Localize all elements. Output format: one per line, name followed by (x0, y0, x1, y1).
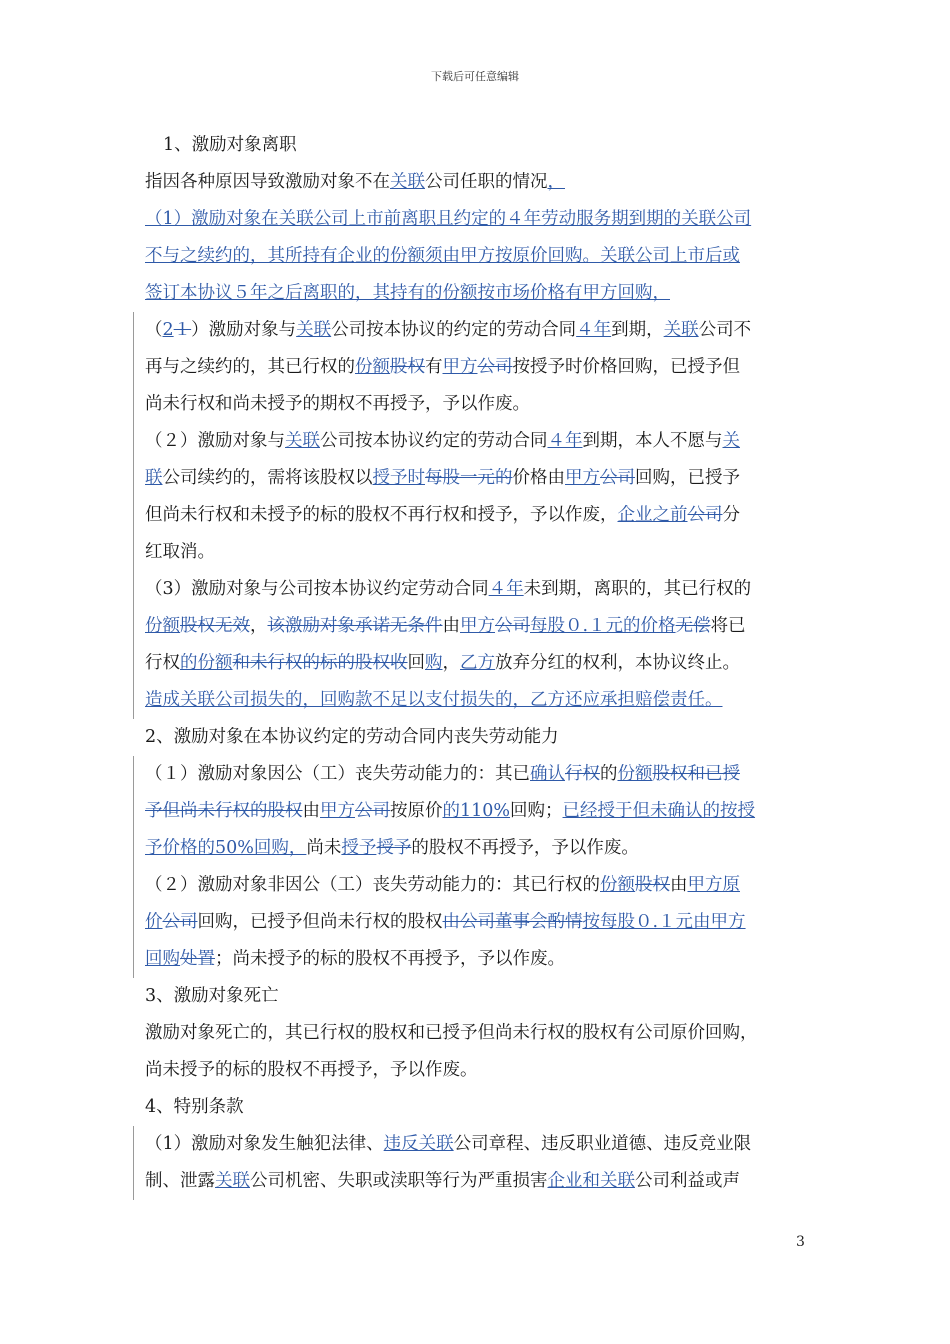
section-2-title: 2、激励对象在本协议约定的劳动合同内丧失劳动能力 (145, 727, 559, 747)
deleted-text: 予但尚未行权的股权 (145, 801, 303, 821)
deleted-text: 和未行权的标的股权收 (232, 653, 408, 673)
text: 激励对象死亡的，其已行权的股权和已授予但尚未行权的股权有公司原价回购， (145, 1023, 758, 1043)
text: ， (250, 616, 268, 636)
text: 制、泄露 (145, 1171, 215, 1191)
text: 由 (442, 616, 460, 636)
text: 尚未 (306, 838, 342, 858)
clause-2-2 (133, 867, 825, 978)
deleted-text: 股权 (390, 357, 425, 377)
inserted-text: 授予 (341, 838, 377, 858)
inserted-line: 造成关联公司损失的，回购款不足以支付损失的，乙方还应承担赔偿责任。 (145, 690, 723, 710)
inserted-text: 份额 (355, 357, 390, 377)
deleted-text: 该激励对象承诺无条件 (267, 616, 443, 636)
text: （２）激励对象与 (145, 431, 285, 451)
deleted-text: 由公司董事会酌情 (442, 912, 583, 932)
page-header: 下载后可任意编辑 (431, 70, 519, 83)
text: 公司章程、违反职业道德、违反竞业限 (453, 1134, 752, 1154)
text: 回购，已授予 (635, 468, 740, 488)
text: 再与之续约的，其已行权的 (145, 357, 355, 377)
text: 回购，已授予但尚未行权的股权 (197, 912, 443, 932)
inserted-text: 甲方 (320, 801, 355, 821)
text: 由 (670, 875, 688, 895)
inserted-text: 联 (145, 468, 163, 488)
deleted-text: 股权 (635, 875, 670, 895)
text: 价格由 (512, 468, 565, 488)
section-1-title: 1、激励对象离职 (163, 135, 297, 155)
clause-4-1 (133, 1126, 825, 1200)
inserted-text: 确认 (530, 764, 565, 784)
clause-1-4 (133, 571, 825, 719)
text: 但尚未行权和未授予的标的股权不再行权和授予，予以作废， (145, 505, 618, 525)
inserted-text: 价 (145, 912, 163, 932)
inserted-text: 关联 (285, 431, 320, 451)
section-4-title: 4、特别条款 (145, 1097, 244, 1117)
inserted-text: ４年 (576, 320, 612, 340)
text: 公司续约的，需将该股权以 (162, 468, 373, 488)
text: 的股权不再授予，予以作废。 (411, 838, 639, 858)
text: 的 (600, 764, 618, 784)
deleted-text: 授予 (376, 838, 412, 858)
text: ， (442, 653, 460, 673)
inserted-text: 乙方 (460, 653, 495, 673)
inserted-text: ， (547, 172, 565, 192)
deleted-text: 公司 (162, 912, 198, 932)
text: ；尚未授予的标的股权不再授予，予以作废。 (215, 949, 565, 969)
deleted-text: 每股一元的 (425, 468, 513, 488)
text: （1）激励对象发生触犯法律、 (145, 1134, 384, 1154)
deleted-text: 公司 (600, 468, 635, 488)
document-body (145, 127, 825, 1200)
inserted-text: 份额 (617, 764, 653, 784)
text: （ (145, 320, 163, 340)
clause-1-3 (133, 423, 825, 571)
text: 由 (302, 801, 320, 821)
inserted-text: 甲方 (460, 616, 495, 636)
text: 行权 (145, 653, 180, 673)
text: 公司按本协议的约定的劳动合同 (331, 320, 577, 340)
inserted-line: 签订本协议５年之后离职的，其持有的份额按市场价格有甲方回购， (145, 283, 670, 303)
text: 红取消。 (145, 542, 215, 562)
deleted-text: 股权无效 (180, 616, 250, 636)
clause-1-1 (145, 201, 825, 312)
text: 放弃分红的权利，本协议终止。 (495, 653, 740, 673)
inserted-text: 违反关联 (383, 1134, 454, 1154)
inserted-text: 关联 (215, 1171, 250, 1191)
text: 将已 (710, 616, 746, 636)
deleted-text: 公司 (355, 801, 390, 821)
text: 公司任职的情况 (425, 172, 548, 192)
deleted-text: 处置 (180, 949, 215, 969)
text: 分 (722, 505, 740, 525)
text: （１）激励对象因公（工）丧失劳动能力的：其已 (145, 764, 530, 784)
inserted-text: 授予时 (372, 468, 425, 488)
inserted-text: 予价格的50%回购， (145, 838, 307, 858)
text: 尚未行权和尚未授予的期权不再授予，予以作废。 (145, 394, 530, 414)
text: 公司按本协议约定的劳动合同 (320, 431, 548, 451)
inserted-text: 的份额 (180, 653, 233, 673)
text: ）激励对象与 (191, 320, 297, 340)
inserted-text: 回购 (145, 949, 180, 969)
inserted-text: 按每股０.１元由甲方 (582, 912, 746, 932)
clause-1-2 (133, 312, 825, 423)
inserted-text: 购 (425, 653, 443, 673)
text: 指因各种原因导致激励对象不在 (145, 172, 390, 192)
inserted-text: 甲方 (442, 357, 478, 377)
deleted-text: 公司 (477, 357, 513, 377)
inserted-text: 企业之前 (617, 505, 688, 525)
deleted-text: １ (173, 320, 192, 340)
text: 有 (425, 357, 443, 377)
text: 到期， (611, 320, 664, 340)
inserted-line: （1）激励对象在关联公司上市前离职且约定的４年劳动服务期到期的关联公司 (145, 209, 752, 229)
inserted-text: 关联 (390, 172, 425, 192)
inserted-text: 每股０.１元的价格 (530, 616, 676, 636)
page-number: 3 (796, 1234, 805, 1250)
text: 公司机密、失职或渎职等行为严重损害 (250, 1171, 548, 1191)
inserted-text: ４年 (547, 431, 583, 451)
text: 按原价 (390, 801, 443, 821)
inserted-text: 的110% (442, 801, 511, 821)
text: 公司利益或声 (635, 1171, 740, 1191)
deleted-text: 公司 (687, 505, 723, 525)
deleted-text: 公司 (495, 616, 530, 636)
text: 到期，本人不愿与 (582, 431, 723, 451)
inserted-line: 不与之续约的，其所持有企业的份额须由甲方按原价回购。关联公司上市后或 (145, 246, 740, 266)
inserted-text: 甲方 (565, 468, 600, 488)
section-3-title: 3、激励对象死亡 (145, 986, 279, 1006)
text: 按授予时价格回购，已授予但 (512, 357, 740, 377)
clause-2-1 (133, 756, 825, 867)
inserted-text: 已经授于但未确认的按授 (562, 801, 756, 821)
inserted-text: 关联 (296, 320, 332, 340)
text: （3）激励对象与公司按本协议约定劳动合同 (145, 579, 489, 599)
inserted-text: 关 (722, 431, 740, 451)
section-1-intro (145, 164, 825, 201)
text: （２）激励对象非因公（工）丧失劳动能力的：其已行权的 (145, 875, 600, 895)
inserted-text: ４年 (488, 579, 524, 599)
deleted-text: 股权和已授 (652, 764, 740, 784)
inserted-text: 份额 (600, 875, 635, 895)
text: 公司不 (698, 320, 752, 340)
inserted-text: 份额 (145, 616, 180, 636)
clause-3 (145, 1015, 825, 1089)
text: 未到期，离职的，其已行权的 (523, 579, 752, 599)
inserted-text: 企业和关联 (547, 1171, 635, 1191)
text: 回 (407, 653, 425, 673)
inserted-text: 2 (162, 320, 174, 340)
text: 回购； (510, 801, 563, 821)
inserted-text: 关联 (663, 320, 699, 340)
deleted-text: 行权 (565, 764, 600, 784)
inserted-text: 甲方原 (687, 875, 740, 895)
text: 尚未授予的标的股权不再授予，予以作废。 (145, 1060, 478, 1080)
deleted-text: 无偿 (675, 616, 711, 636)
